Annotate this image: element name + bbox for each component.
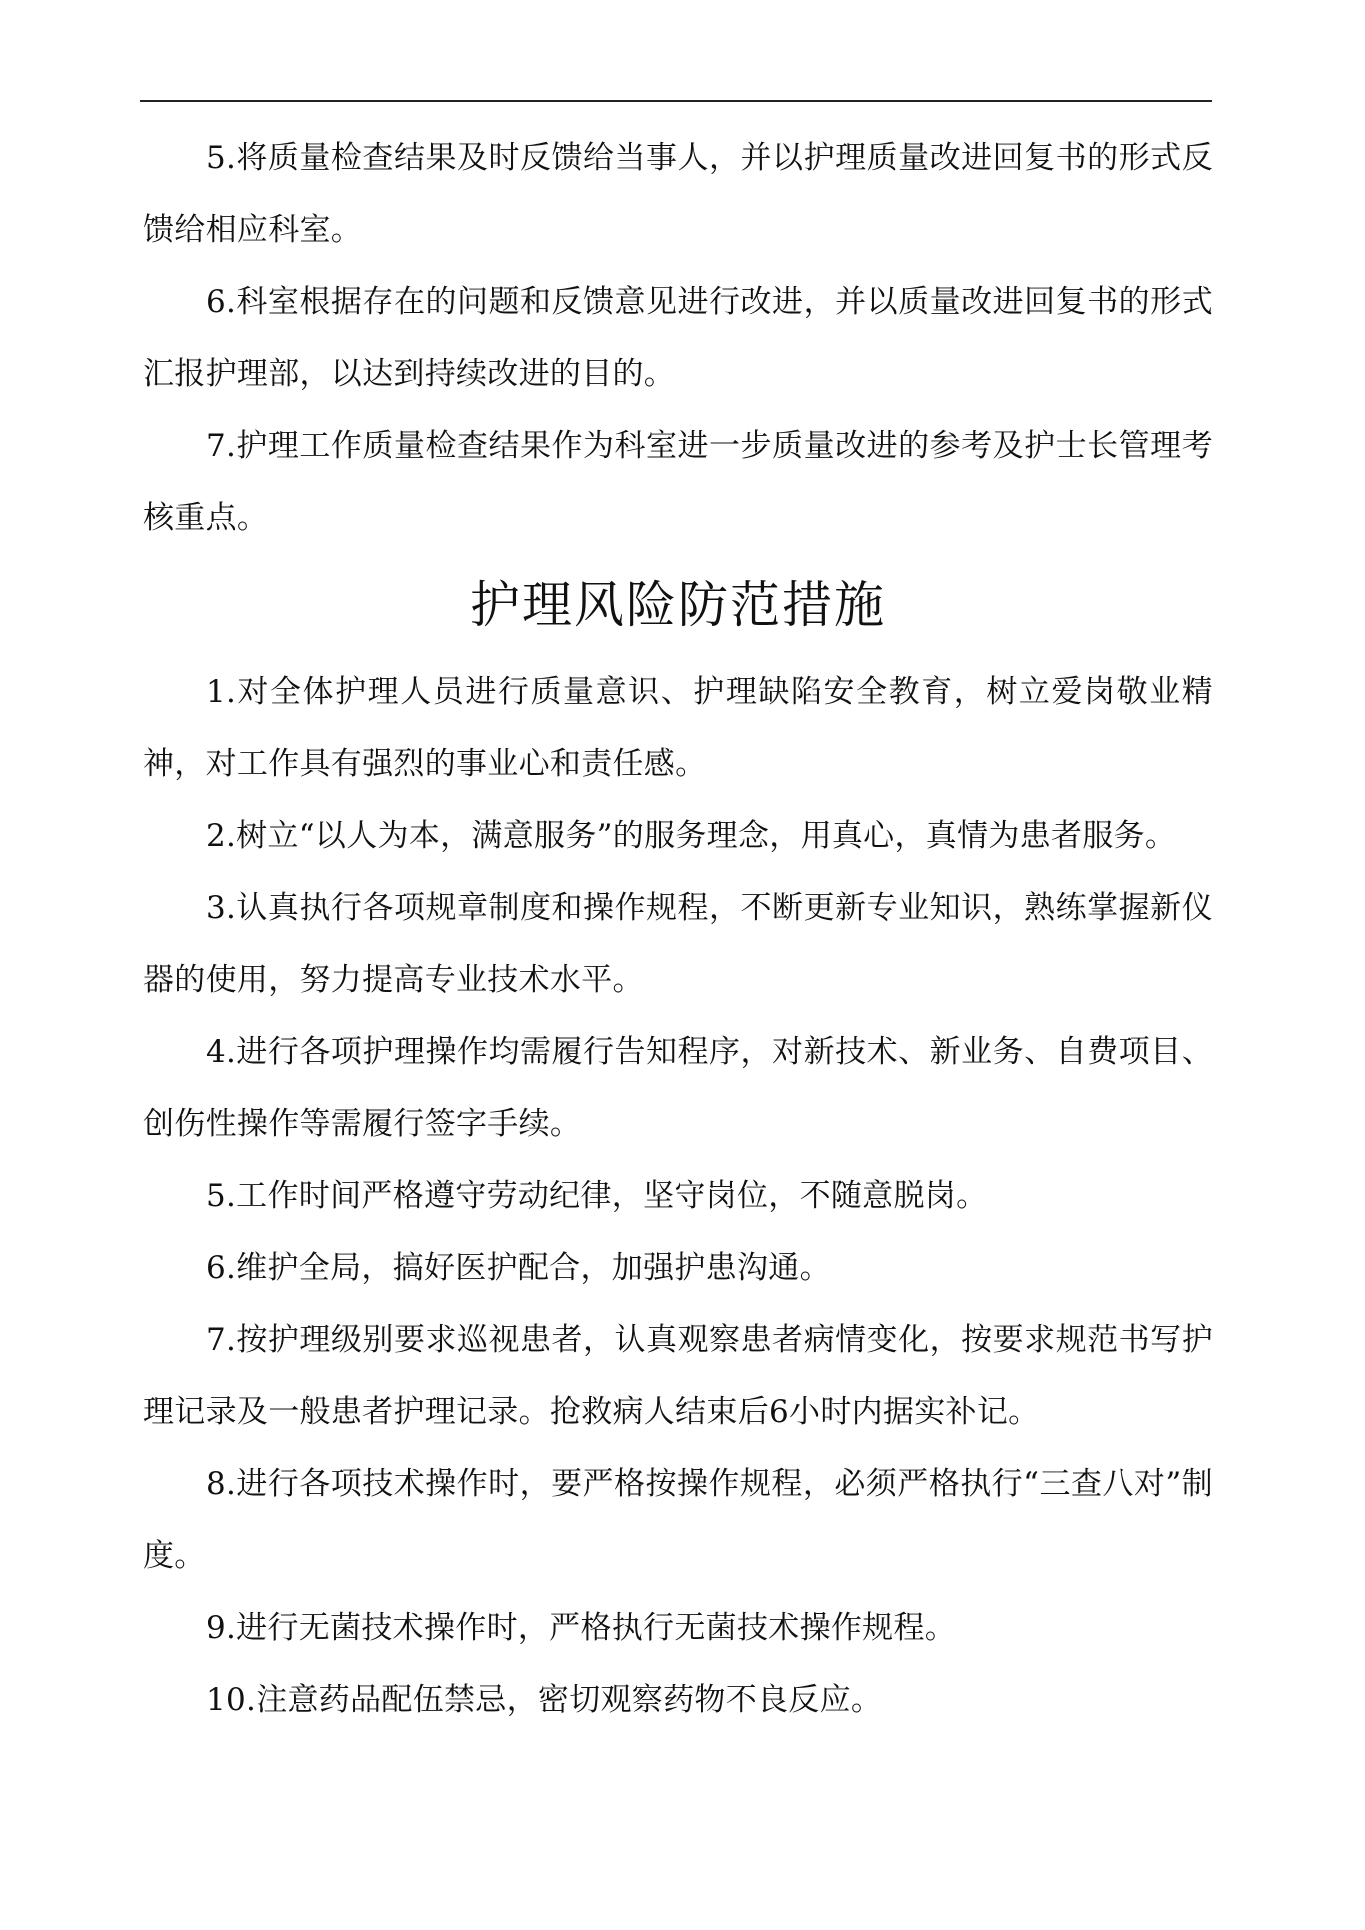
header-rule xyxy=(140,100,1212,102)
paragraph: 1.对全体护理人员进行质量意识、护理缺陷安全教育，树立爱岗敬业精神，对工作具有强烈的事业心和责任感。 xyxy=(143,674,1213,782)
paragraph: 3.认真执行各项规章制度和操作规程，不断更新专业知识，熟练掌握新仪器的使用，努力提高专业技术水平。 xyxy=(143,890,1213,998)
paragraph: 6.维护全局，搞好医护配合，加强护患沟通。 xyxy=(206,1250,831,1286)
paragraph: 6.科室根据存在的问题和反馈意见进行改进，并以质量改进回复书的形式汇报护理部，以达到持续改进的目的。 xyxy=(143,284,1213,392)
document-body xyxy=(143,122,1213,1736)
paragraph: 10.注意药品配伍禁忌，密切观察药物不良反应。 xyxy=(206,1682,883,1718)
paragraph: 5.工作时间严格遵守劳动纪律，坚守岗位，不随意脱岗。 xyxy=(206,1178,988,1214)
section-title: 护理风险防范措施 xyxy=(470,576,886,634)
paragraph: 5.将质量检查结果及时反馈给当事人，并以护理质量改进回复书的形式反馈给相应科室。 xyxy=(143,140,1213,248)
paragraph: 7.按护理级别要求巡视患者，认真观察患者病情变化，按要求规范书写护理记录及一般患者护理记录。抢救病人结束后6小时内据实补记。 xyxy=(143,1322,1213,1430)
paragraph: 7.护理工作质量检查结果作为科室进一步质量改进的参考及护士长管理考核重点。 xyxy=(143,428,1213,536)
paragraph: 4.进行各项护理操作均需履行告知程序，对新技术、新业务、自费项目、创伤性操作等需履行签字手续。 xyxy=(143,1034,1213,1142)
paragraph: 9.进行无菌技术操作时，严格执行无菌技术操作规程。 xyxy=(206,1610,957,1646)
paragraph: 8.进行各项技术操作时，要严格按操作规程，必须严格执行“三查八对”制度。 xyxy=(143,1466,1213,1574)
paragraph: 2.树立“以人为本，满意服务”的服务理念，用真心，真情为患者服务。 xyxy=(206,818,1177,854)
